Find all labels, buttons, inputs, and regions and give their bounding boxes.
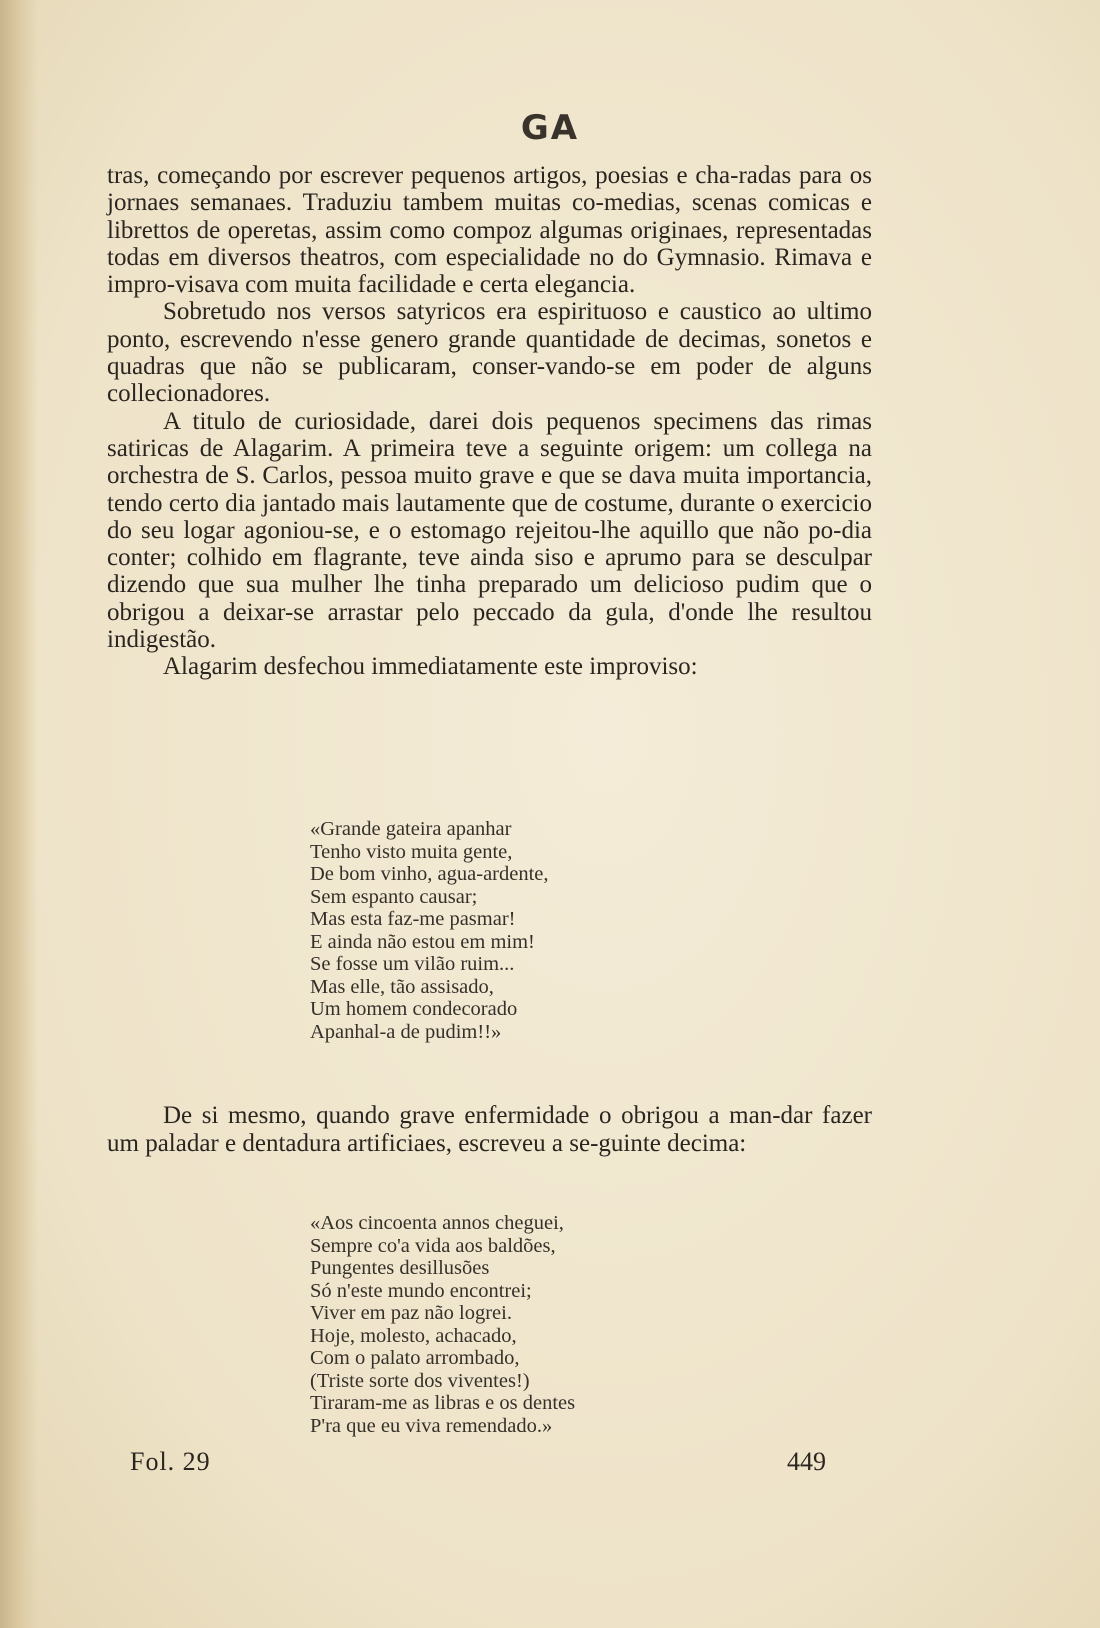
poem-decima: [310, 1212, 575, 1437]
poem-line: Tenho visto muita gente,: [310, 840, 513, 863]
poem-line: E ainda não estou em mim!: [310, 930, 535, 953]
paragraph-1: tras, começando por escrever pequenos artigos, poesias e cha-radas para os jornaes semanaes. Traduziu tambem muitas co-medias, scenas comicas e librettos de operetas, assim como compoz algumas originaes, representadas todas em diversos theatros, com especialidade no do Gymnasio. Rimava e impro-visava com muita facilidade e certa elegancia.: [107, 162, 872, 299]
poem-line: «Grande gateira apanhar: [310, 818, 512, 840]
poem-line: Mas elle, tão assisado,: [310, 975, 494, 998]
poem-line: Hoje, molesto, achacado,: [310, 1324, 517, 1347]
poem-line: Sempre co'a vida aos baldões,: [310, 1234, 556, 1257]
poem-line: De bom vinho, agua-ardente,: [310, 863, 549, 885]
folio-signature: Fol. 29: [130, 1447, 211, 1476]
paragraph-decima-intro: [107, 1102, 872, 1158]
poem-line: Pungentes desillusões: [310, 1257, 490, 1279]
poem-line: (Triste sorte dos viventes!): [310, 1369, 530, 1392]
poem-pudim: [310, 818, 549, 1043]
poem-line: Se fosse um vilão ruim...: [310, 953, 515, 975]
page-number: 449: [787, 1447, 826, 1476]
paragraph-3: A titulo de curiosidade, darei dois pequenos specimens das rimas satiricas de Alagarim. A primeira teve a seguinte origem: um collega na orchestra de S. Carlos, pessoa muito grave e que se dava muita importancia, tendo certo dia jantado mais lautamente que de costume, durante o exercicio do seu logar agoniou-se, e o estomago rejeitou-lhe aquillo que não po-dia conter; colhido em flagrante, teve ainda siso e aprumo para se desculpar dizendo que sua mulher lhe tinha preparado um delicioso pudim que o obrigou a deixar-se arrastar pelo peccado da gula, d'onde lhe resultou indigestão.: [107, 407, 872, 654]
poem-line: «Aos cincoenta annos cheguei,: [310, 1212, 564, 1234]
paragraph-5: De si mesmo, quando grave enfermidade o obrigou a man-dar fazer um paladar e dentadura artificiaes, escreveu a se-guinte decima:: [107, 1102, 872, 1157]
poem-line: Apanhal-a de pudim!!»: [310, 1020, 502, 1043]
poem-line: P'ra que eu viva remendado.»: [310, 1414, 553, 1437]
poem-line: Com o palato arrombado,: [310, 1347, 520, 1369]
poem-line: Sem espanto causar;: [310, 885, 478, 908]
paragraph-4: Alagarim desfechou immediatamente este improviso:: [163, 653, 698, 681]
poem-line: Viver em paz não logrei.: [310, 1302, 512, 1324]
running-header: GA: [520, 108, 580, 148]
poem-line: Um homem condecorado: [310, 998, 518, 1020]
poem-line: Tiraram-me as libras e os dentes: [310, 1392, 576, 1414]
poem-line: Só n'este mundo encontrei;: [310, 1279, 532, 1302]
main-text: [107, 162, 872, 681]
poem-line: Mas esta faz-me pasmar!: [310, 908, 516, 930]
spine-shadow: [0, 0, 38, 1628]
paragraph-2: Sobretudo nos versos satyricos era espirituoso e caustico ao ultimo ponto, escrevendo n'esse genero grande quantidade de decimas, sonetos e quadras que não se publicaram, conser-vando-se em poder de alguns collecionadores.: [107, 298, 872, 408]
